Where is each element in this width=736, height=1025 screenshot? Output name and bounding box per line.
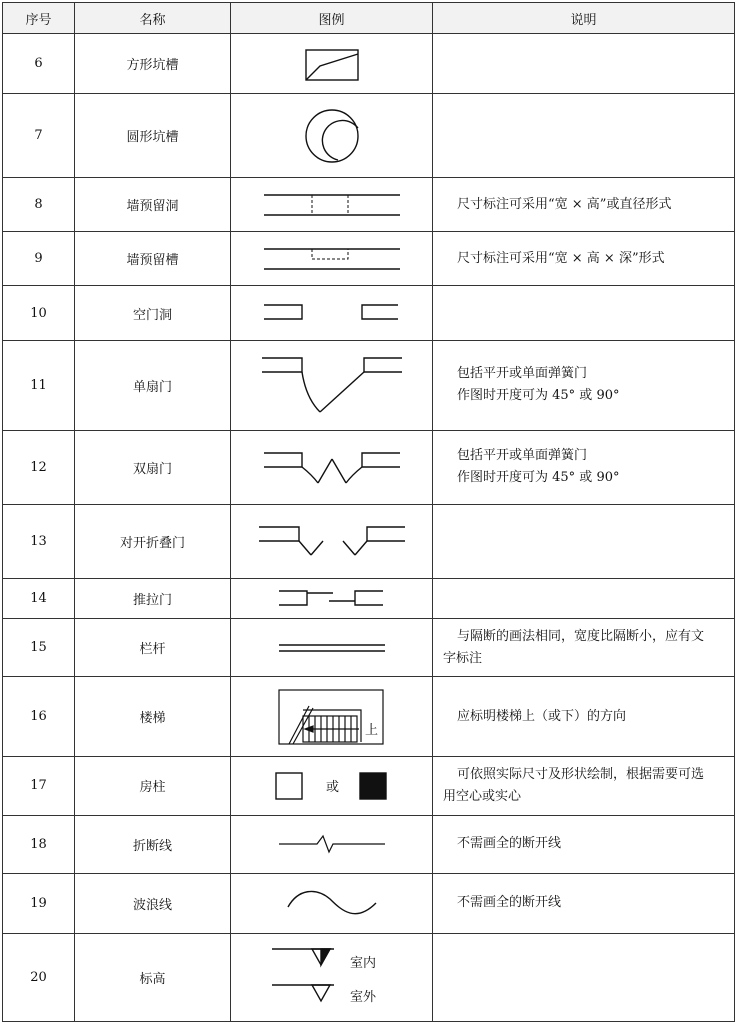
row-desc (433, 430, 735, 504)
desc-line: 不需画全的断开线 (457, 836, 562, 852)
elevation-outdoor-label: 室外 (349, 990, 376, 1006)
stair-figure (231, 677, 433, 757)
row-desc (433, 677, 735, 757)
desc-line: 尺寸标注可采用“宽 × 高 × 深”形式 (457, 250, 665, 266)
desc-line: 包括平开或单面弹簧门 (457, 366, 588, 382)
row-desc (433, 286, 735, 340)
table-row (3, 619, 735, 677)
row-desc (433, 504, 735, 578)
header-no: 序号 (3, 3, 75, 34)
railing-figure (231, 619, 433, 677)
row-name: 单扇门 (75, 340, 231, 430)
row-name: 波浪线 (75, 873, 231, 933)
row-name: 推拉门 (75, 579, 231, 619)
row-no: 14 (3, 579, 75, 619)
table-row (3, 286, 735, 340)
desc-line: 应标明楼梯上（或下）的方向 (457, 708, 627, 724)
row-no: 6 (3, 34, 75, 94)
square-pit-figure (231, 34, 433, 94)
row-desc (433, 94, 735, 178)
wall-hole-figure (231, 178, 433, 232)
row-desc (433, 232, 735, 286)
header-name: 名称 (75, 3, 231, 34)
desc-line: 包括平开或单面弹簧门 (457, 448, 588, 464)
row-no: 19 (3, 873, 75, 933)
table-row (3, 504, 735, 578)
header-desc: 说明 (433, 3, 735, 34)
wall-groove-figure (231, 232, 433, 286)
row-no: 13 (3, 504, 75, 578)
single-door-figure (231, 340, 433, 430)
table-row (3, 34, 735, 94)
stair-up-label: 上 (364, 722, 378, 738)
row-no: 16 (3, 677, 75, 757)
row-desc (433, 815, 735, 873)
row-desc (433, 34, 735, 94)
desc-line: 作图时开度可为 45° 或 90° (457, 388, 620, 404)
row-no: 18 (3, 815, 75, 873)
wave-line-figure (231, 873, 433, 933)
desc-line: 不需画全的断开线 (457, 895, 562, 911)
header-figure: 图例 (231, 3, 433, 34)
row-name: 墙预留洞 (75, 178, 231, 232)
row-no: 15 (3, 619, 75, 677)
row-name: 墙预留槽 (75, 232, 231, 286)
table-row (3, 340, 735, 430)
sliding-door-figure (231, 579, 433, 619)
row-name: 折断线 (75, 815, 231, 873)
row-no: 12 (3, 430, 75, 504)
table-row (3, 873, 735, 933)
table-row (3, 178, 735, 232)
table-row (3, 232, 735, 286)
desc-line: 可依照实际尺寸及形状绘制，根据需要可选 (457, 766, 705, 782)
elevation-indoor-label: 室内 (349, 956, 376, 972)
row-no: 11 (3, 340, 75, 430)
desc-line: 作图时开度可为 45° 或 90° (457, 470, 620, 486)
desc-line: 与隔断的画法相同，宽度比隔断小，应有文 (457, 628, 705, 644)
row-name: 对开折叠门 (75, 504, 231, 578)
row-name: 圆形坑槽 (75, 94, 231, 178)
column-figure (231, 757, 433, 815)
row-desc (433, 933, 735, 1021)
row-no: 10 (3, 286, 75, 340)
column-or-label: 或 (325, 779, 339, 795)
table-row (3, 933, 735, 1021)
row-name: 栏杆 (75, 619, 231, 677)
row-name: 标高 (75, 933, 231, 1021)
row-no: 7 (3, 94, 75, 178)
table-row (3, 757, 735, 815)
row-name: 双扇门 (75, 430, 231, 504)
round-pit-figure (231, 94, 433, 178)
double-door-figure (231, 430, 433, 504)
row-no: 9 (3, 232, 75, 286)
open-doorway-figure (231, 286, 433, 340)
row-name: 楼梯 (75, 677, 231, 757)
row-no: 8 (3, 178, 75, 232)
desc-line: 用空心或实心 (443, 788, 522, 804)
row-desc (433, 619, 735, 677)
row-name: 房柱 (75, 757, 231, 815)
row-desc (433, 757, 735, 815)
folding-door-figure (231, 504, 433, 578)
table-row (3, 579, 735, 619)
table-row (3, 94, 735, 178)
desc-line: 字标注 (443, 650, 483, 666)
break-line-figure (231, 815, 433, 873)
table-row (3, 815, 735, 873)
row-desc (433, 579, 735, 619)
desc-line: 尺寸标注可采用“宽 × 高”或直径形式 (457, 196, 672, 212)
row-desc (433, 178, 735, 232)
row-no: 17 (3, 757, 75, 815)
table-row (3, 677, 735, 757)
row-no: 20 (3, 933, 75, 1021)
row-desc (433, 873, 735, 933)
legend-table (2, 2, 735, 1022)
row-name: 方形坑槽 (75, 34, 231, 94)
table-row (3, 430, 735, 504)
table-header-row (3, 3, 735, 34)
elevation-figure (231, 933, 433, 1021)
row-name: 空门洞 (75, 286, 231, 340)
row-desc (433, 340, 735, 430)
